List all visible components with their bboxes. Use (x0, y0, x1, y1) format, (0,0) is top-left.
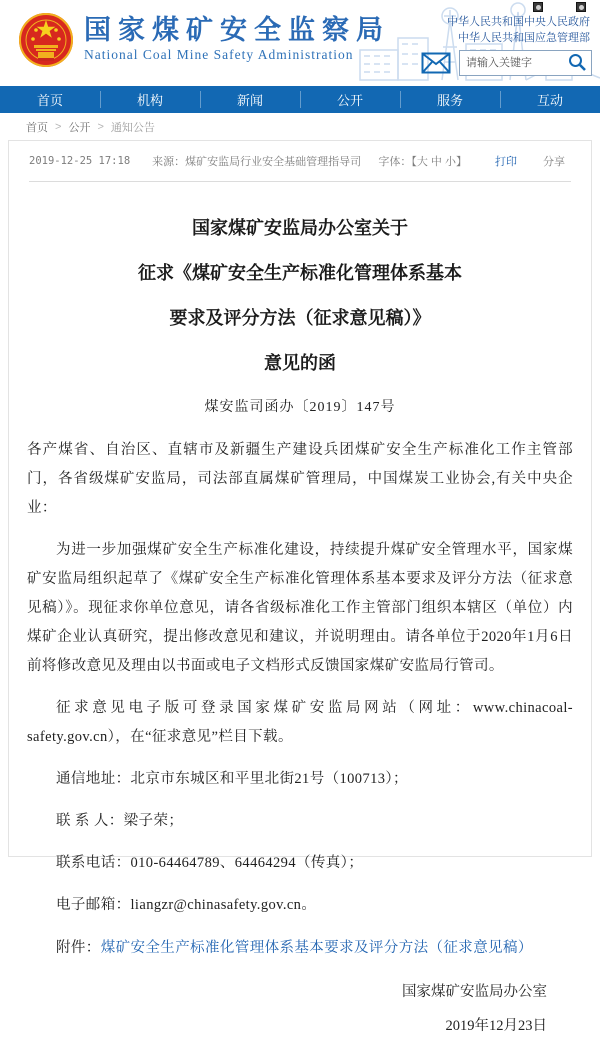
contact-phone: 联系电话：010-64464789、64464294（传真）； (56, 855, 364, 871)
nav-item-services[interactable]: 服务 (400, 86, 500, 113)
print-button[interactable]: 打印 (495, 156, 517, 168)
contact-email: 电子邮箱：liangzr@chinasafety.gov.cn。 (56, 897, 317, 913)
breadcrumb-disclosure[interactable]: 公开 (68, 121, 91, 134)
article-source: 来源：煤矿安监局行业安全基础管理指导司 (152, 156, 362, 168)
header-top-links (447, 2, 590, 46)
signature-block (27, 975, 573, 1043)
attachment-line (27, 934, 573, 963)
site-subtitle: National Coal Mine Safety Administration (84, 47, 354, 63)
link-emergency-ministry[interactable]: 中华人民共和国应急管理部 (458, 32, 590, 44)
breadcrumb-separator: > (55, 120, 62, 133)
article-container (8, 140, 592, 1034)
mail-button[interactable] (420, 51, 452, 75)
search-button[interactable] (566, 53, 588, 73)
gov-link-icons (447, 2, 586, 12)
main-nav (0, 86, 600, 113)
document-title-line: 要求及评分方法（征求意见稿）》 (169, 308, 431, 328)
document-title-line: 征求《煤矿安全生产标准化管理体系基本 (138, 263, 462, 283)
nav-item-disclosure[interactable]: 公开 (300, 86, 400, 113)
signature-date: 2019年12月23日 (445, 1018, 547, 1034)
contact-person: 联 系 人：梁子荣； (56, 813, 184, 829)
site-header (0, 0, 600, 86)
meta-divider (29, 181, 571, 182)
attachment-label: 附件： (56, 940, 101, 956)
search-input[interactable] (466, 52, 568, 74)
nav-item-interaction[interactable]: 互动 (500, 86, 600, 113)
link-central-government[interactable]: 中华人民共和国中央人民政府 (447, 16, 590, 28)
header-logo-link[interactable] (18, 12, 390, 68)
share-button[interactable]: 分享 (543, 156, 565, 168)
contact-address: 通信地址：北京市东城区和平里北街21号（100713）； (56, 771, 408, 787)
document-title-line: 意见的函 (264, 353, 336, 373)
font-size-controls[interactable]: 字体：【大 中 小】 (378, 156, 467, 168)
article-meta-row (27, 141, 573, 181)
document-body (27, 436, 573, 1043)
breadcrumb (0, 113, 600, 140)
gov-portal-icon[interactable] (533, 2, 543, 12)
site-title: 国家煤矿安全监察局 (84, 15, 390, 45)
signature-office: 国家煤矿安监局办公室 (402, 984, 547, 1000)
magnifier-icon (568, 53, 586, 71)
breadcrumb-home[interactable]: 首页 (26, 121, 48, 134)
header-search-area (420, 50, 592, 76)
emergency-ministry-icon[interactable] (576, 2, 586, 12)
nav-item-organization[interactable]: 机构 (100, 86, 200, 113)
nav-item-news[interactable]: 新闻 (200, 86, 300, 113)
attachment-link[interactable]: 煤矿安全生产标准化管理体系基本要求及评分方法（征求意见稿） (100, 940, 533, 956)
publish-datetime: 2019-12-25 17:18 (29, 155, 131, 167)
paragraph-addressees: 各产煤省、自治区、直辖市及新疆生产建设兵团煤矿安全生产标准化工作主管部门，各省级煤矿安监局，司法部直属煤矿管理局，中国煤炭工业协会,有关中央企业： (27, 442, 573, 516)
document-title (27, 206, 573, 386)
paragraph-download: 征求意见电子版可登录国家煤矿安监局网站（网址：www.chinacoal-safety.gov.cn），在“征求意见”栏目下载。 (27, 700, 573, 745)
site-titles (84, 12, 390, 63)
nav-item-home[interactable]: 首页 (36, 93, 63, 108)
envelope-icon (421, 52, 451, 74)
document-title-line: 国家煤矿安监局办公室关于 (192, 218, 408, 238)
search-box (459, 50, 592, 76)
document-number: 煤安监司函办〔2019〕147号 (204, 400, 396, 415)
breadcrumb-separator: > (97, 120, 104, 133)
national-emblem-icon (18, 12, 74, 68)
breadcrumb-notices[interactable]: 通知公告 (110, 121, 155, 134)
paragraph-main: 为进一步加强煤矿安全生产标准化建设，持续提升煤矿安全管理水平，国家煤矿安监局组织起草了《煤矿安全生产标准化管理体系基本要求及评分方法（征求意见稿）》。现征求你单位意见，请各省级标准化工作主管部门组织本辖区（单位）内煤矿企业认真研究，提出修改意见和建议，并说明理由。请各单位于2020年1月6日前将修改意见及理由以书面或电子文档形式反馈国家煤矿安监局行管司。 (27, 542, 573, 674)
